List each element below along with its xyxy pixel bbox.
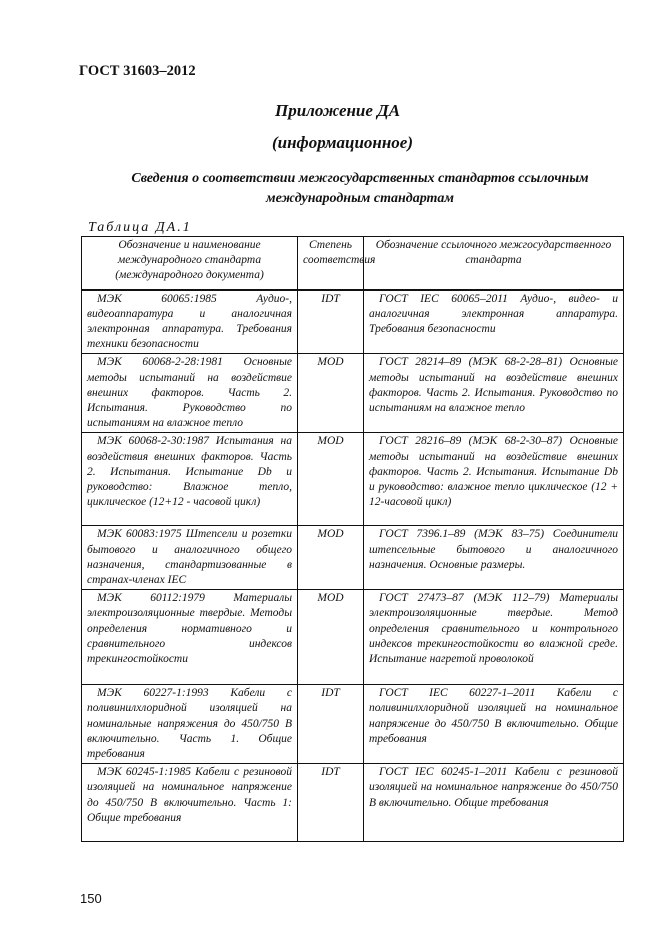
gost-standard-cell: ГОСТ IEC 60227-1–2011 Кабели с поливинилхлоридной изоляцией на номинальное напряжение до 450/750 В включительно. Общие требования (364, 685, 624, 764)
degree-cell: MOD (298, 526, 364, 590)
degree-cell: IDT (298, 685, 364, 764)
degree-cell: IDT (298, 764, 364, 842)
gost-standard-cell: ГОСТ 7396.1–89 (МЭК 83–75) Соединители штепсельные бытового и аналогичного назначения. Основные размеры. (364, 526, 624, 590)
international-standard-cell: МЭК 60083:1975 Штепсели и розетки бытового и аналогичного общего назначения, стандартизованные в странах-членах IEC (82, 526, 298, 590)
international-standard-cell: МЭК 60112:1979 Материалы электроизоляционные твердые. Методы определения нормативного и сравнительного индексов трекингостойкости (82, 590, 298, 685)
degree-cell: MOD (298, 590, 364, 685)
table-row (82, 590, 624, 685)
gost-standard-cell: ГОСТ 28214–89 (МЭК 68-2-28–81) Основные методы испытаний на воздействие внешних факторов. Часть 2. Испытания. Руководство по испытаниям на влажное тепло (364, 354, 624, 433)
reference-table (81, 236, 624, 842)
table-row (82, 685, 624, 764)
degree-cell: IDT (298, 290, 364, 354)
international-standard-cell: МЭК 60227-1:1993 Кабели с поливинилхлоридной изоляцией на номинальные напряжения до 450/750 В включительно. Часть 1. Общие требования (82, 685, 298, 764)
page-number: 150 (80, 891, 102, 906)
appendix-title: Приложение ДА (275, 101, 401, 120)
gost-standard-cell: ГОСТ 28216–89 (МЭК 68-2-30–87) Основные методы испытаний на воздействие внешних факторов. Часть 2. Испытания. Испытание Db и руководство: влажное тепло циклическое (12 + 12-часовой цикл) (364, 433, 624, 526)
table-row (82, 354, 624, 433)
column-header-degree: Степень соответствия (298, 237, 364, 290)
degree-cell: MOD (298, 354, 364, 433)
gost-standard-cell: ГОСТ 27473–87 (МЭК 112–79) Материалы электроизоляционные твердые. Метод определения сравнительного и контрольного индексов трекингостойкости во влажной среде. Испытание нагретой проволокой (364, 590, 624, 685)
standard-code: ГОСТ 31603–2012 (79, 63, 196, 79)
international-standard-cell: МЭК 60065:1985 Аудио-, видеоаппаратура и аналогичная электронная аппаратура. Требования техники безопасности (82, 290, 298, 354)
international-standard-cell: МЭК 60245-1:1985 Кабели с резиновой изоляцией на номинальное напряжение до 450/750 В включительно. Часть 1: Общие требования (82, 764, 298, 842)
column-header-international: Обозначение и наименование международного стандарта (международного документа) (82, 237, 298, 290)
table-header-row (82, 237, 624, 290)
gost-standard-cell: ГОСТ IEC 60245-1–2011 Кабели с резиновой изоляцией на номинальное напряжение до 450/750 В включительно. Общие требования (364, 764, 624, 842)
table-row (82, 764, 624, 842)
degree-cell: MOD (298, 433, 364, 526)
international-standard-cell: МЭК 60068-2-28:1981 Основные методы испытаний на воздействие внешних факторов. Часть 2. Испытания. Руководство по испытаниям на влажное тепло (82, 354, 298, 433)
table-row (82, 290, 624, 354)
table-row (82, 433, 624, 526)
appendix-subtitle: (информационное) (272, 133, 414, 152)
table-row (82, 526, 624, 590)
gost-standard-cell: ГОСТ IEC 60065–2011 Аудио-, видео- и аналогичная электронная аппаратура. Требования безопасности (364, 290, 624, 354)
international-standard-cell: МЭК 60068-2-30:1987 Испытания на воздействия внешних факторов. Часть 2. Испытания. Испытание Db и руководство: Влажное тепло, циклическое (12+12 - часовой цикл) (82, 433, 298, 526)
table-label: Таблица ДА.1 (88, 220, 192, 235)
section-title: Сведения о соответствии межгосударственных стандартов ссылочным международным стандартам (131, 171, 589, 206)
column-header-gost: Обозначение ссылочного межгосударственного стандарта (364, 237, 624, 290)
